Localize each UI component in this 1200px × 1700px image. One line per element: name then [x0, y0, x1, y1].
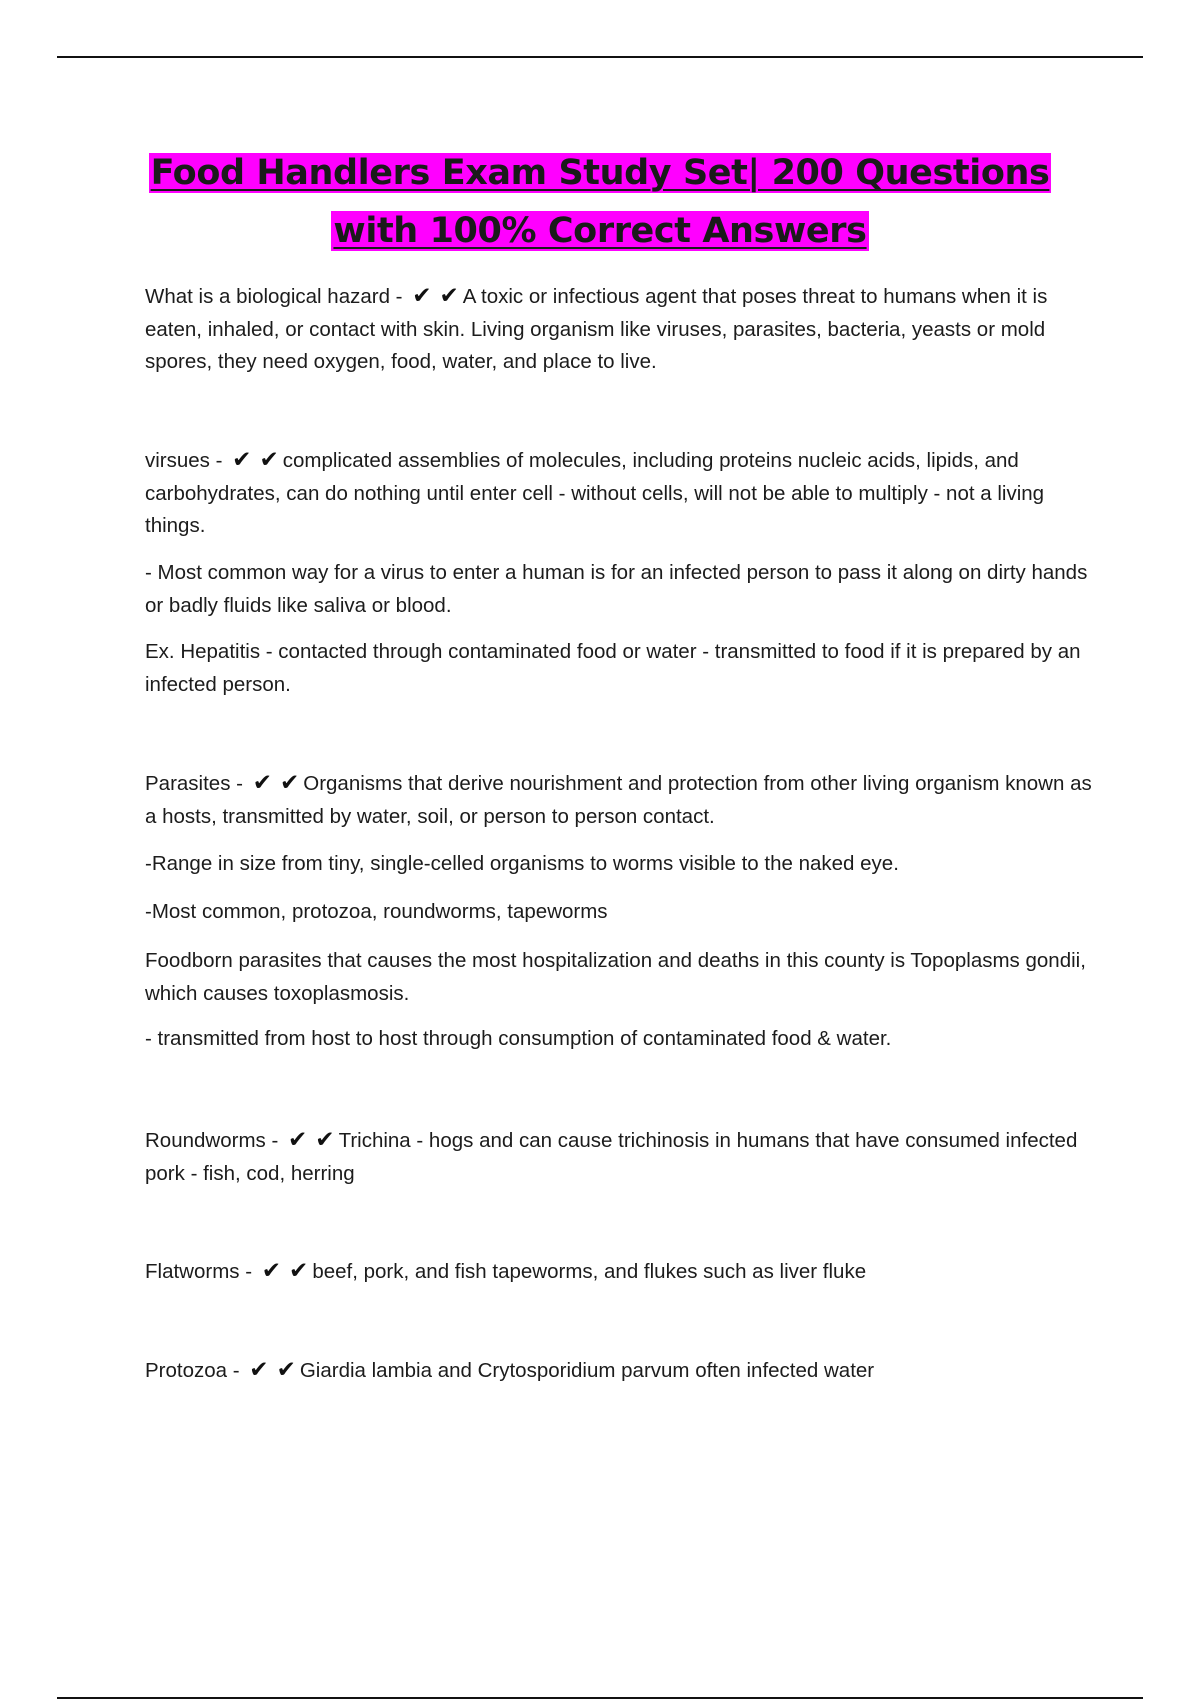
entry-roundworms	[145, 1124, 1095, 1190]
footer-rule	[57, 1697, 1143, 1699]
term: Parasites -	[145, 772, 243, 795]
check-mark-icon: ✔	[289, 1258, 309, 1284]
note: Foodborn parasites that causes the most hospitalization and deaths in this county is Topoplasms gondii, which causes toxoplasmosis.	[145, 949, 1086, 1005]
term: What is a biological hazard -	[145, 285, 403, 308]
check-mark-icon: ✔	[261, 1258, 282, 1284]
note: Ex. Hepatitis - contacted through contaminated food or water - transmitted to food if it is prepared by an infected person.	[145, 640, 1081, 696]
entry-viruses	[145, 444, 1095, 543]
title-line-2: with 100% Correct Answers	[333, 211, 867, 251]
check-mark-icon: ✔	[412, 283, 432, 309]
answer: complicated assemblies of molecules, including proteins nucleic acids, lipids, and carbohydrates, can do nothing until enter cell - without cells, will not be able to multiply - not a living things.	[145, 449, 1045, 537]
entry-protozoa	[145, 1354, 1095, 1388]
term: Roundworms -	[145, 1129, 279, 1152]
check-mark-icon: ✔	[259, 447, 279, 473]
note: -Most common, protozoa, roundworms, tapeworms	[145, 900, 608, 923]
document-title	[0, 144, 1200, 260]
check-mark-icon: ✔	[232, 447, 252, 473]
note: - transmitted from host to host through consumption of contaminated food & water.	[145, 1027, 892, 1050]
check-mark-icon: ✔	[439, 283, 459, 309]
term: Protozoa -	[145, 1359, 240, 1382]
title-line-1: Food Handlers Exam Study Set| 200 Questions	[150, 153, 1050, 193]
check-mark-icon: ✔	[279, 770, 300, 796]
answer: beef, pork, and fish tapeworms, and flukes such as liver fluke	[312, 1260, 867, 1283]
answer: A toxic or infectious agent that poses threat to humans when it is eaten, inhaled, or contact with skin. Living organism like viruses, parasites, bacteria, yeasts or mold spores, they need oxygen, food, water, and place to live.	[145, 285, 1048, 373]
entry-flatworms	[145, 1255, 1095, 1289]
term: virsues -	[145, 449, 223, 472]
note: - Most common way for a virus to enter a human is for an infected person to pass it along on dirty hands or badly fluids like saliva or blood.	[145, 561, 1088, 617]
note: -Range in size from tiny, single-celled organisms to worms visible to the naked eye.	[145, 852, 899, 875]
answer: Organisms that derive nourishment and protection from other living organism known as a hosts, transmitted by water, soil, or person to person contact.	[145, 772, 1092, 828]
header-rule	[57, 56, 1143, 58]
answer: Giardia lambia and Crytosporidium parvum often infected water	[299, 1359, 875, 1382]
check-mark-icon: ✔	[252, 770, 272, 796]
check-mark-icon: ✔	[315, 1127, 335, 1153]
entry-biological-hazard	[145, 280, 1095, 379]
entry-parasites	[145, 767, 1095, 833]
check-mark-icon: ✔	[249, 1357, 269, 1383]
answer: Trichina - hogs and can cause trichinosis in humans that have consumed infected pork - fish, cod, herring	[145, 1129, 1078, 1185]
check-mark-icon: ✔	[276, 1357, 296, 1383]
check-mark-icon: ✔	[288, 1127, 308, 1153]
term: Flatworms -	[145, 1260, 253, 1283]
